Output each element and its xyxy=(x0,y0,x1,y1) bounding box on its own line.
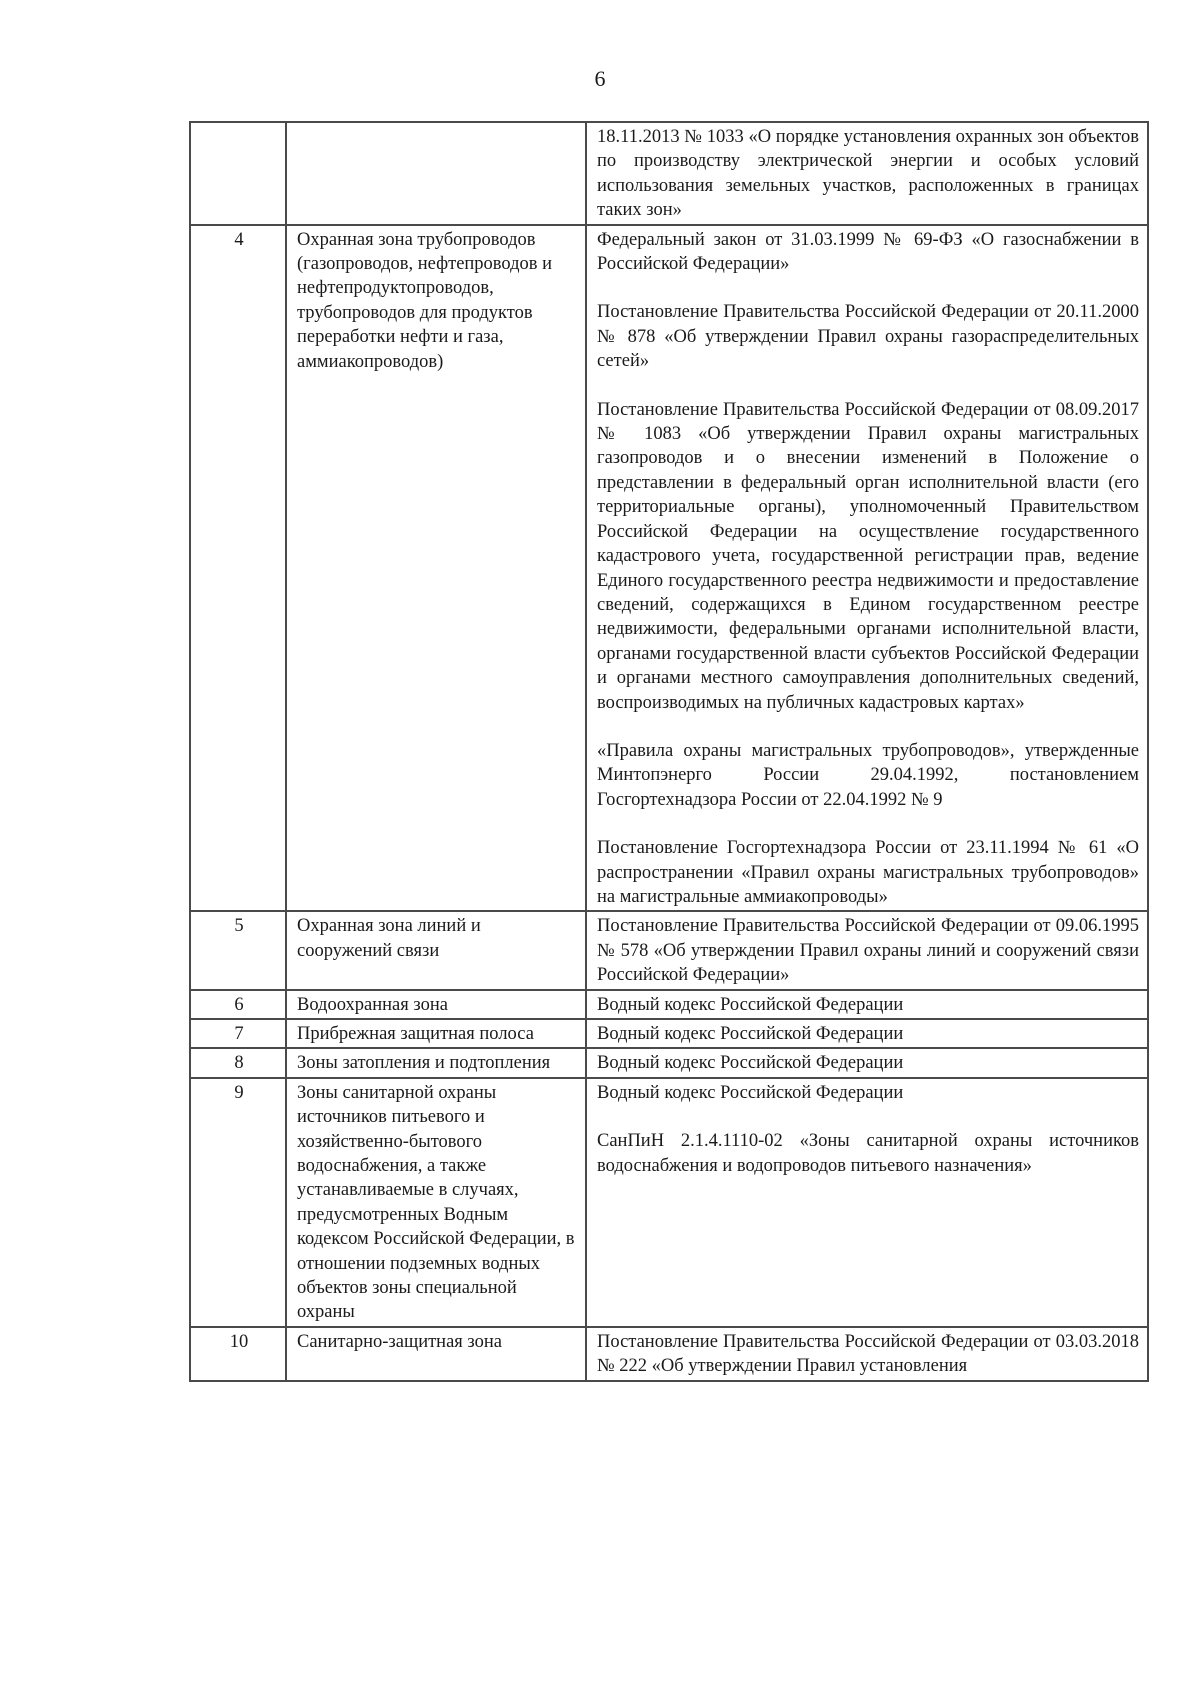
row-number: 8 xyxy=(190,1048,286,1077)
legal-documents xyxy=(586,1327,1148,1381)
zones-table xyxy=(189,121,1149,1382)
legal-document-paragraph: Постановление Правительства Российской Федерации от 20.11.2000 № 878 «Об утверждении Правил охраны газораспределительных сетей» xyxy=(597,302,1139,372)
legal-document-paragraph: «Правила охраны магистральных трубопроводов», утвержденные Минтопэнерго России 29.04.1992, постановлением Госгортехнадзора России от 22.04.1992 № 9 xyxy=(597,740,1139,810)
legal-document-paragraph: Водный кодекс Российской Федерации xyxy=(597,1024,904,1044)
legal-document-paragraph: Федеральный закон от 31.03.1999 № 69-ФЗ «О газоснабжении в Российской Федерации» xyxy=(597,229,1139,275)
zone-name xyxy=(286,1019,586,1048)
row-number: 6 xyxy=(190,990,286,1019)
legal-document-paragraph: Постановление Правительства Российской Федерации от 09.06.1995 № 578 «Об утверждении Правил охраны линий и сооружений связи Российской Федерации» xyxy=(597,916,1139,986)
zone-name-text: Водоохранная зона xyxy=(297,994,448,1015)
zone-name xyxy=(286,990,586,1019)
zone-name xyxy=(286,1048,586,1077)
table-row xyxy=(190,1078,1148,1327)
row-number xyxy=(190,122,286,225)
zone-name-text: Охранная зона линий и сооружений связи xyxy=(297,916,481,961)
row-number: 9 xyxy=(190,1078,286,1327)
zone-name-text: Зоны санитарной охраны источников питьевого и хозяйственно-бытового водоснабжения, а также устанавливаемые в случаях, предусмотренных Водным кодексом Российской Федерации, в отношении подземных водных объектов зоны специальной охраны xyxy=(297,1082,575,1323)
zone-name-text: Прибрежная защитная полоса xyxy=(297,1024,534,1044)
zone-name xyxy=(286,1327,586,1381)
table-row xyxy=(190,911,1148,989)
legal-document-paragraph: Водный кодекс Российской Федерации xyxy=(597,994,904,1015)
row-number: 10 xyxy=(190,1327,286,1381)
row-number: 4 xyxy=(190,225,286,912)
zone-name-text: Санитарно-защитная зона xyxy=(297,1331,502,1352)
legal-documents xyxy=(586,1019,1148,1048)
table-row xyxy=(190,990,1148,1019)
legal-document-paragraph: Постановление Правительства Российской Федерации от 08.09.2017 № 1083 «Об утверждении Правил охраны магистральных газопроводов и о внесении изменений в Положение о представлении в федеральный орган исполнительной власти (его территориальные органы), уполномоченный Правительством Российской Федерации на осуществление государственного кадастрового учета, государственной регистрации прав, ведение Единого государственного реестра недвижимости и предоставление сведений, содержащихся в Едином государственном реестре недвижимости, федеральными органами исполнительной власти, органами государственной власти субъектов Российской Федерации и органами местного самоуправления дополнительных сведений, воспроизводимых на публичных кадастровых картах» xyxy=(597,399,1139,713)
legal-documents xyxy=(586,911,1148,989)
legal-document-paragraph: Водный кодекс Российской Федерации xyxy=(597,1082,904,1103)
legal-document-paragraph: СанПиН 2.1.4.1110-02 «Зоны санитарной охраны источников водоснабжения и водопроводов питьевого назначения» xyxy=(597,1131,1139,1176)
zone-name xyxy=(286,1078,586,1327)
legal-documents xyxy=(586,122,1148,225)
legal-document-paragraph: Постановление Госгортехнадзора России от 23.11.1994 № 61 «О распространении «Правил охраны магистральных трубопроводов» на магистральные аммиакопроводы» xyxy=(597,838,1139,907)
table-row xyxy=(190,122,1148,225)
zone-name xyxy=(286,225,586,912)
zone-name-text: Зоны затопления и подтопления xyxy=(297,1053,551,1074)
page-number: 6 xyxy=(594,66,606,91)
zone-name xyxy=(286,911,586,989)
table-body xyxy=(190,122,1148,1381)
legal-document-paragraph: Постановление Правительства Российской Федерации от 03.03.2018 № 222 «Об утверждении Правил установления xyxy=(597,1331,1139,1377)
zone-name xyxy=(286,122,586,225)
zone-name-text: Охранная зона трубопроводов (газопроводов, нефтепроводов и нефтепродуктопроводов, трубопроводов для продуктов переработки нефти и газа, аммиакопроводов) xyxy=(297,229,553,372)
table-row xyxy=(190,1019,1148,1048)
table-row xyxy=(190,1327,1148,1381)
legal-documents xyxy=(586,990,1148,1019)
table-row xyxy=(190,225,1148,912)
legal-documents xyxy=(586,225,1148,912)
table-row xyxy=(190,1048,1148,1077)
legal-documents xyxy=(586,1078,1148,1327)
row-number: 5 xyxy=(190,911,286,989)
row-number: 7 xyxy=(190,1019,286,1048)
legal-document-paragraph: 18.11.2013 № 1033 «О порядке установления охранных зон объектов по производству электрической энергии и особых условий использования земельных участков, расположенных в границах таких зон» xyxy=(597,127,1139,221)
legal-document-paragraph: Водный кодекс Российской Федерации xyxy=(597,1053,904,1074)
legal-documents xyxy=(586,1048,1148,1077)
